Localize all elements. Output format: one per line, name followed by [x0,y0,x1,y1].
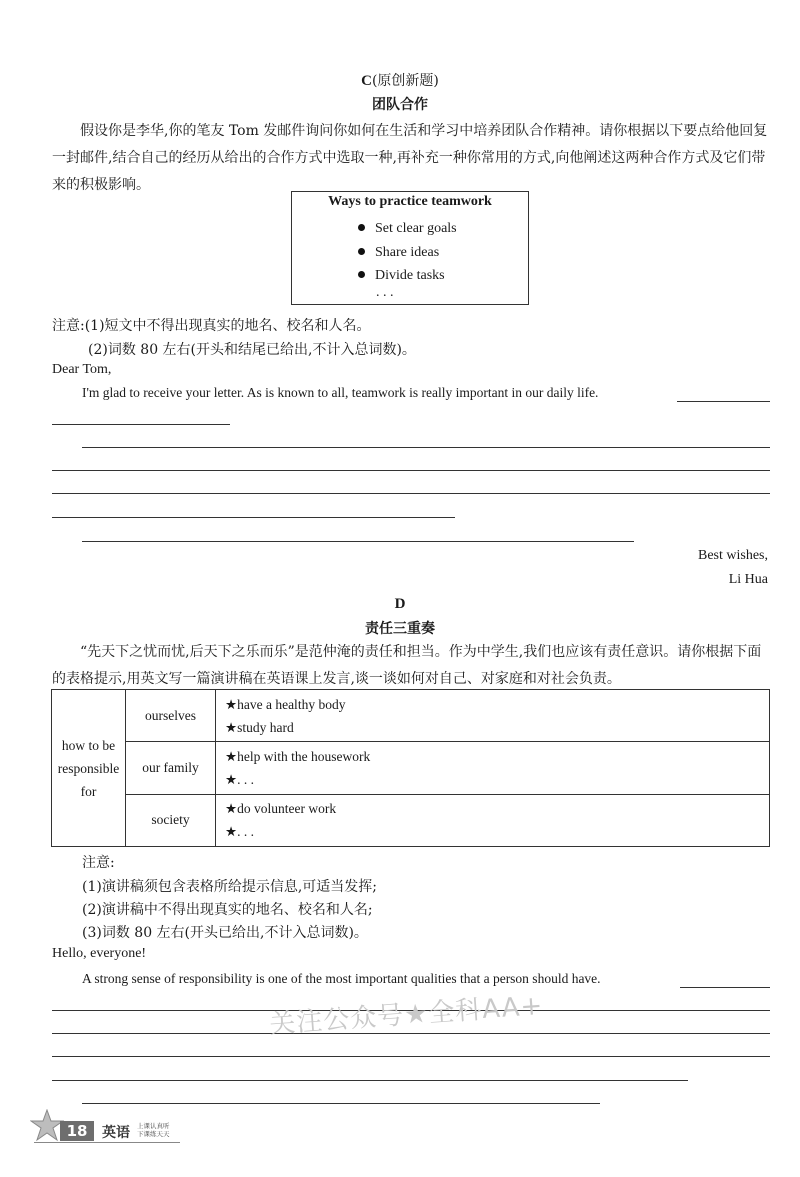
tips-list [358,217,457,288]
section-c-heading [0,70,800,90]
writing-line[interactable] [52,1056,770,1057]
section-d-prompt: “先天下之忧而忧,后天下之乐而乐”是范仲淹的责任和担当。作为中学生,我们也应该有责任意识。请你根据下面的表格提示,用英文写一篇演讲稿在英语课上发言,谈一谈如何对自己、对家庭和对社会负责。 [52,644,762,687]
writing-line[interactable] [82,1103,600,1104]
table-row [52,794,770,846]
watermark: 关注公众号★全科AA+ [268,990,545,1040]
table-items: ★have a healthy body ★study hard [216,690,770,742]
section-c-prompt: 假设你是李华,你的笔友 Tom 发邮件询问你如何在生活和学习中培养团队合作精神。请你根据以下要点给他回复一封邮件,结合自己的经历从给出的合作方式中选取一种,再补充一种你常用的方式,向他阐述这两种合作方式及它们带来的积极影响。 [52,123,768,193]
table-category: ourselves [126,690,216,742]
writing-line[interactable] [52,517,455,518]
tips-box-title: Ways to practice teamwork [328,194,492,209]
section-d-label: D [394,596,406,612]
section-c-note-1: 注意:(1)短文中不得出现真实的地名、校名和人名。 [52,318,371,334]
tips-list-item: Share ideas [358,241,457,265]
bullet-icon [358,271,365,278]
letter-salutation: Dear Tom, [52,362,112,377]
speech-opening-sentence: A strong sense of responsibility is one of the most important qualities that a person should have. [82,971,601,986]
section-d-title: 责任三重奏 [365,621,435,637]
section-d-note-label: 注意: [82,855,115,871]
section-c-label: C [361,73,372,89]
table-items: ★help with the housework ★. . . [216,742,770,794]
table-category: society [126,794,216,846]
writing-line[interactable] [52,1080,688,1081]
writing-line[interactable] [52,493,770,494]
bullet-icon [358,248,365,255]
section-c-note-2: (2)词数 80 左右(开头和结尾已给出,不计入总词数)。 [88,342,416,358]
writing-line[interactable] [52,424,230,425]
section-d-note-3: (3)词数 80 左右(开头已给出,不计入总词数)。 [82,925,368,941]
table-row [52,742,770,794]
tips-list-item: Divide tasks [358,264,457,288]
tips-list-item: Set clear goals [358,217,457,241]
writing-line[interactable] [82,541,634,542]
table-category: our family [126,742,216,794]
footer-slogan-line-2: 下课练天天 [137,1130,170,1138]
writing-line[interactable] [677,401,770,402]
writing-line[interactable] [52,1033,770,1034]
table-main-label: how to be responsible for [52,690,126,847]
bullet-icon [358,224,365,231]
star-logo-icon [30,1109,64,1143]
table-items: ★do volunteer work ★. . . [216,794,770,846]
writing-line[interactable] [82,447,770,448]
responsibility-table [51,689,770,847]
teamwork-tips-box [291,191,529,305]
speech-salutation: Hello, everyone! [52,946,147,961]
footer-slogan-line-1: 上课认真听 [137,1122,170,1130]
subject-label: 英语 [102,1125,130,1141]
footer-divider [34,1142,180,1143]
table-row [52,690,770,742]
tips-more-ellipsis: . . . [376,285,394,300]
section-d-note-2: (2)演讲稿中不得出现真实的地名、校名和人名; [82,902,373,918]
section-c-title: 团队合作 [372,97,428,113]
letter-opening-sentence: I'm glad to receive your letter. As is known to all, teamwork is really important in our daily life. [82,385,599,400]
letter-closing: Best wishes, [698,548,768,563]
page-number: 18 [60,1121,94,1141]
section-c-source: (原创新题) [371,73,439,89]
writing-line[interactable] [52,470,770,471]
letter-signature: Li Hua [728,572,768,587]
section-d-note-1: (1)演讲稿须包含表格所给提示信息,可适当发挥; [82,879,377,895]
writing-line[interactable] [680,987,770,988]
